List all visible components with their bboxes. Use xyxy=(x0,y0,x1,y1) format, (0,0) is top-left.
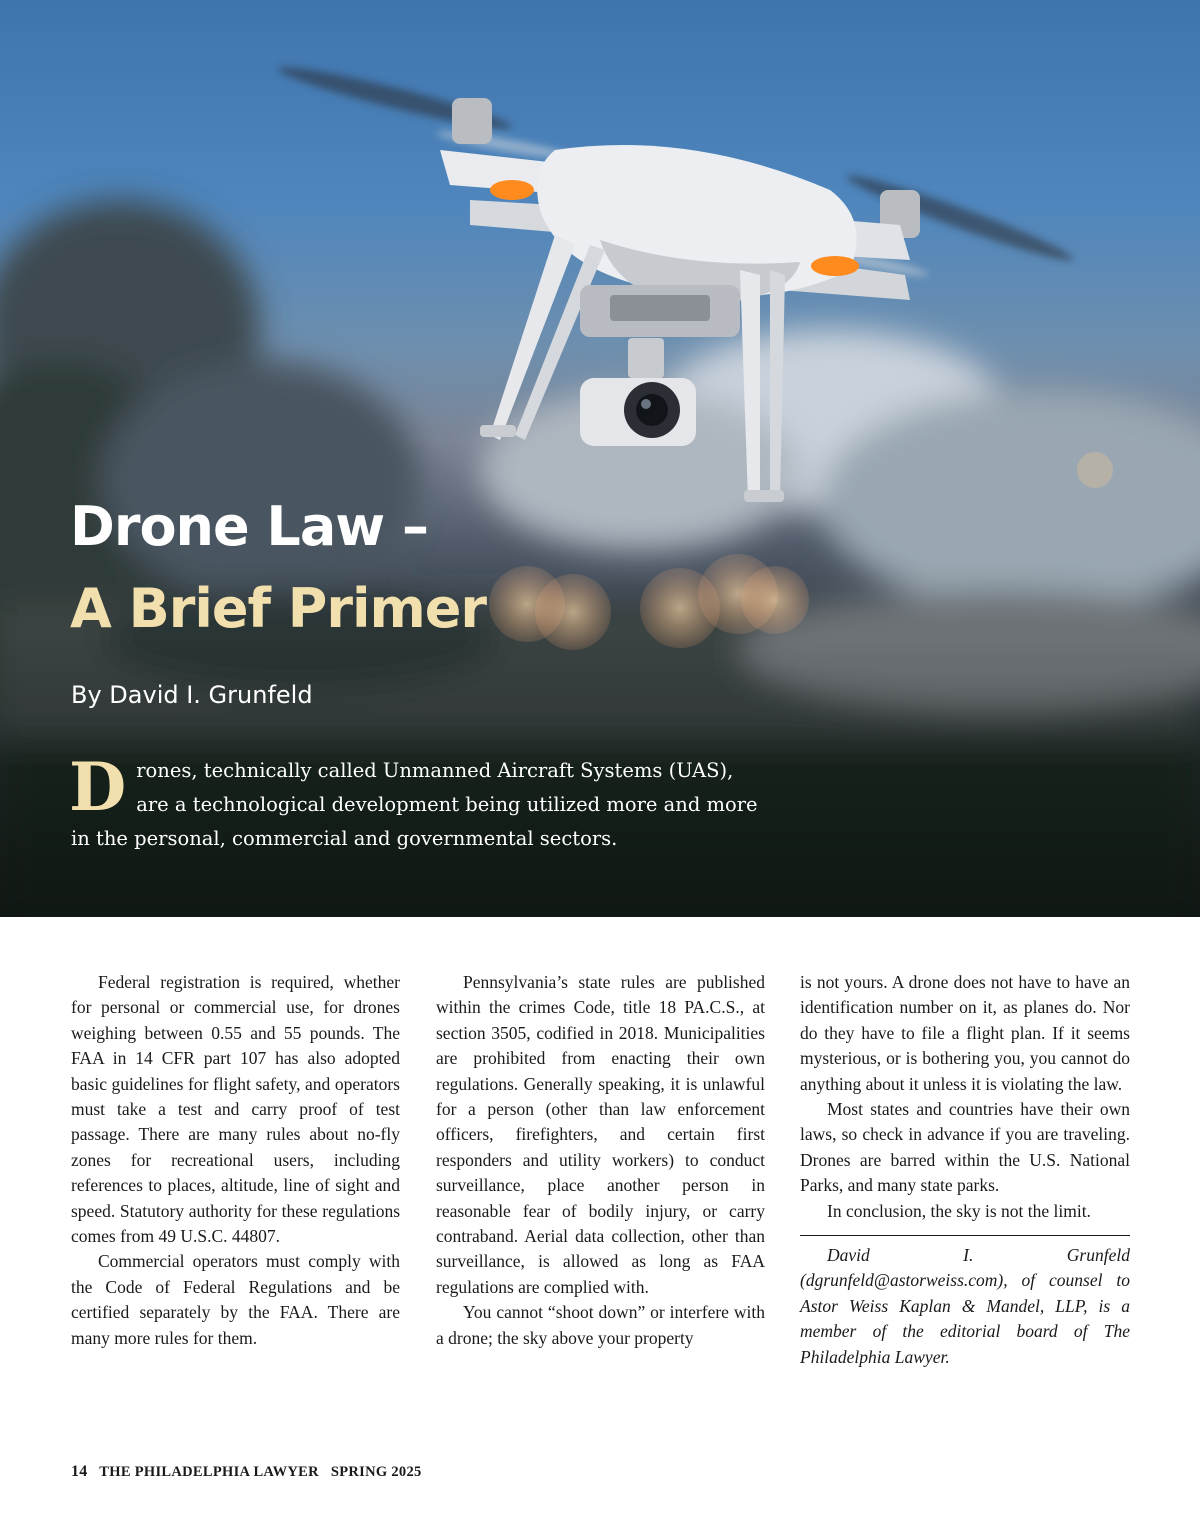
paragraph-conclusion: In conclusion, the sky is not the limit. xyxy=(827,1200,1091,1221)
article-byline: By David I. Grunfeld xyxy=(71,681,313,709)
article-title-line-2: A Brief Primer xyxy=(70,577,487,640)
body-column-2 xyxy=(436,970,765,1351)
issue-label: SPRING 2025 xyxy=(330,1464,422,1480)
page-footer xyxy=(71,1463,430,1481)
paragraph-shoot-down-continued: is not yours. A drone does not have to have an identification number on it, as planes do. Nor do they have to file a flight plan. If it seems mysterious, or is bothering you, you cannot do anything about it unless it is violating the law. xyxy=(800,972,1130,1094)
author-bio: David I. Grunfeld (dgrunfeld@astorweiss.com), of counsel to Astor Weiss Kaplan & Mandel, LLP, is a member of the editorial board of The Philadelphia Lawyer. xyxy=(800,1245,1130,1367)
paragraph-other-states: Most states and countries have their own laws, so check in advance if you are traveling. Drones are barred within the U.S. National Parks, and many state parks. xyxy=(800,1099,1130,1196)
article-title-line-1: Drone Law – xyxy=(70,495,428,558)
paragraph-commercial-operators: Commercial operators must comply with the Code of Federal Regulations and be certified separately by the FAA. There are many more rules for them. xyxy=(71,1251,400,1348)
publication-name: THE PHILADELPHIA LAWYER xyxy=(99,1464,319,1480)
paragraph-pennsylvania-rules: Pennsylvania’s state rules are published within the crimes Code, title 18 PA.C.S., at section 3505, codified in 2018. Municipalities are prohibited from enacting their own regulations. Generally speaking, it is unlawful for a person (other than law enforcement officers, firefighters, and certain first responders and utility workers) to conduct surveillance, place another person in reasonable fear of bodily injury, or carry contraband. Aerial data collection, other than surveillance, is allowed as long as FAA regulations are complied with. xyxy=(436,972,765,1297)
page-number: 14 xyxy=(71,1463,88,1480)
paragraph-federal-registration: Federal registration is required, whether for personal or commercial use, for drones weighing between 0.55 and 55 pounds. The FAA in 14 CFR part 107 has also adopted basic guidelines for flight safety, and operators must take a test and carry proof of test passage. There are many rules about no-fly zones for recreational users, including references to places, altitude, line of sight and speed. Statutory authority for these regulations comes from 49 U.S.C. 44807. xyxy=(71,972,400,1247)
bio-divider xyxy=(800,1235,1130,1236)
article-lede xyxy=(69,748,771,856)
paragraph-shoot-down: You cannot “shoot down” or interfere with a drone; the sky above your property xyxy=(436,1302,765,1348)
lede-dropcap: D xyxy=(69,748,127,826)
body-column-1 xyxy=(71,970,400,1351)
body-column-3 xyxy=(800,970,1130,1370)
lede-text: rones, technically called Unmanned Aircraft Systems (UAS), are a technological development being utilized more and more in the personal, commercial and governmental sectors. xyxy=(71,759,758,850)
